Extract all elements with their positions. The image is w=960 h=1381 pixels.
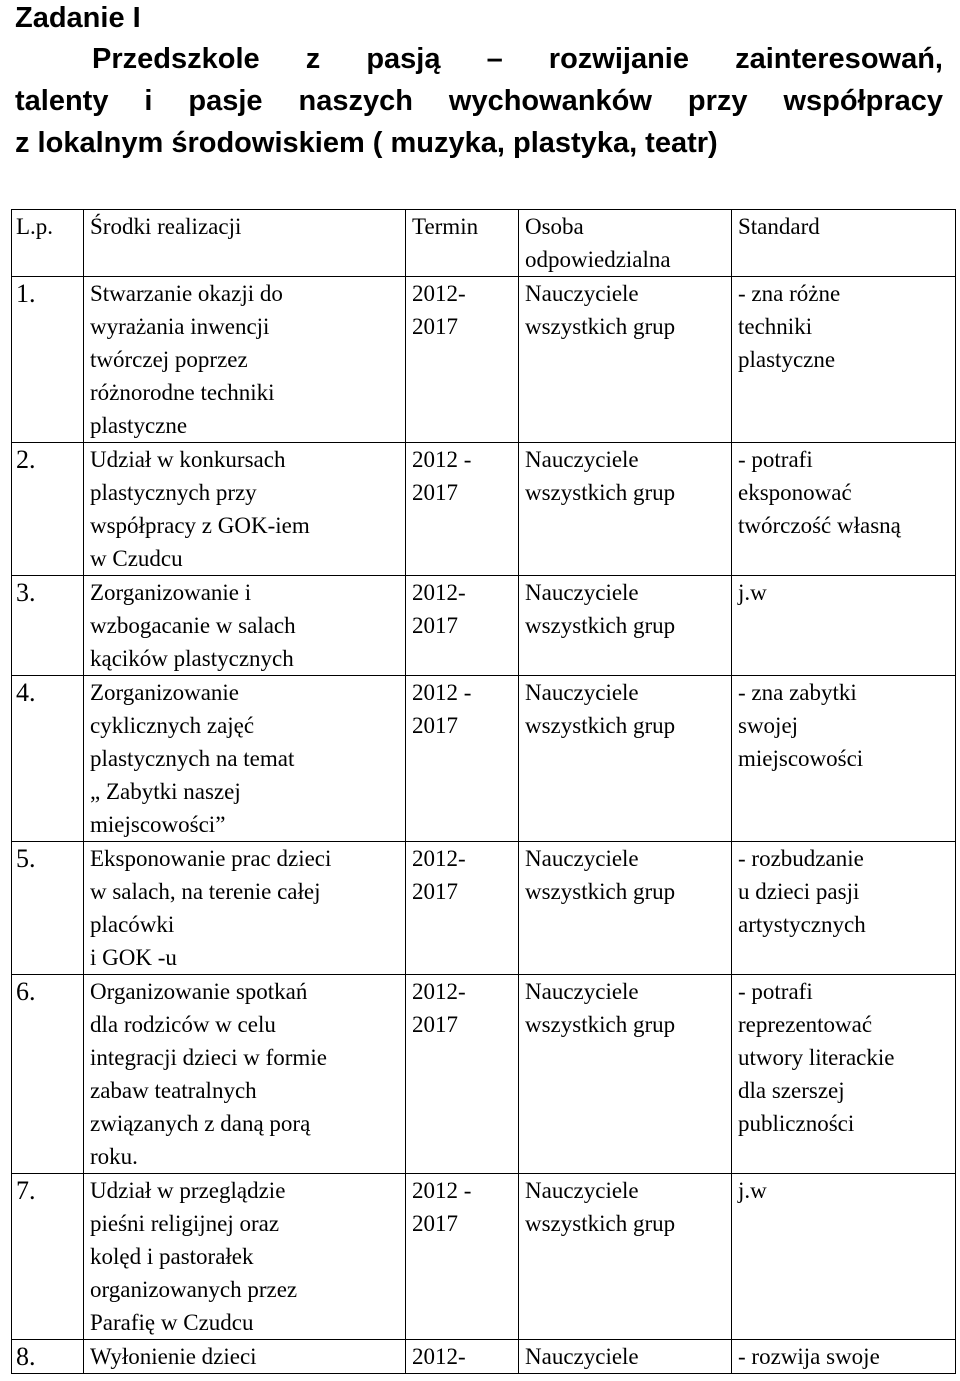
row-standard-line: u dzieci pasji (738, 879, 860, 904)
row-means-line: Wyłonienie dzieci (90, 1344, 257, 1369)
row-term-line: 2012 - (412, 680, 472, 705)
row-person (519, 277, 732, 443)
row-standard-line: j.w (738, 580, 767, 605)
row-means-line: w Czudcu (90, 546, 183, 571)
row-person-line: Nauczyciele (525, 1178, 639, 1203)
row-standard (732, 576, 956, 676)
task-title-line-3: z lokalnym środowiskiem ( muzyka, plastyka, teatr) (15, 127, 718, 159)
header-term: Termin (406, 210, 519, 277)
task-title-line-1: Przedszkole z pasją – rozwijanie zainteresowań, (92, 43, 943, 75)
row-person-line: wszystkich grup (525, 480, 676, 505)
row-term-line: 2017 (412, 314, 458, 339)
row-term-line: 2012- (412, 580, 466, 605)
header-standard: Standard (732, 210, 956, 277)
row-means-line: Stwarzanie okazji do (90, 281, 283, 306)
task-title (15, 38, 943, 164)
row-means-line: twórczej poprzez (90, 347, 248, 372)
table-row (12, 676, 956, 842)
row-number: 4. (12, 676, 84, 842)
row-means-line: Organizowanie spotkań (90, 979, 308, 1004)
row-person-line: Nauczyciele (525, 580, 639, 605)
row-means-line: wyrażania inwencji (90, 314, 270, 339)
row-number: 1. (12, 277, 84, 443)
row-term (406, 676, 519, 842)
row-standard-line: reprezentować (738, 1012, 873, 1037)
row-person (519, 576, 732, 676)
row-person-line: Nauczyciele (525, 447, 639, 472)
row-term-line: 2012- (412, 281, 466, 306)
row-means-line: współpracy z GOK-iem (90, 513, 310, 538)
row-person-line: wszystkich grup (525, 1211, 676, 1236)
row-means-line: i GOK -u (90, 945, 177, 970)
table-header-row (12, 210, 956, 277)
row-means-line: cyklicznych zajęć (90, 713, 255, 738)
row-means-line: kącików plastycznych (90, 646, 294, 671)
row-means-line: pieśni religijnej oraz (90, 1211, 280, 1236)
row-means-line: organizowanych przez (90, 1277, 298, 1302)
row-standard-line: artystycznych (738, 912, 866, 937)
row-term-line: 2017 (412, 1012, 458, 1037)
row-term-line: 2017 (412, 879, 458, 904)
row-standard (732, 676, 956, 842)
row-standard-line: j.w (738, 1178, 767, 1203)
row-number: 6. (12, 975, 84, 1174)
header-means: Środki realizacji (84, 210, 406, 277)
row-means-line: w salach, na terenie całej (90, 879, 321, 904)
row-person (519, 975, 732, 1174)
row-means-line: różnorodne techniki (90, 380, 275, 405)
row-person (519, 1340, 732, 1374)
row-standard-line: - zna różne (738, 281, 841, 306)
row-number: 7. (12, 1174, 84, 1340)
row-standard-line: eksponować (738, 480, 852, 505)
header-person-line: odpowiedzialna (525, 247, 671, 272)
row-number: 2. (12, 443, 84, 576)
row-means-line: plastyczne (90, 413, 188, 438)
table-row (12, 975, 956, 1174)
row-means (84, 1340, 406, 1374)
row-person-line: Nauczyciele (525, 846, 639, 871)
row-term (406, 1174, 519, 1340)
plan-table (11, 209, 956, 1374)
row-means-line: zabaw teatralnych (90, 1078, 257, 1103)
row-standard-line: techniki (738, 314, 813, 339)
row-standard-line: swojej (738, 713, 799, 738)
row-standard (732, 1174, 956, 1340)
row-standard-line: - potrafi (738, 979, 813, 1004)
row-term-line: 2012- (412, 1344, 466, 1369)
header-person (519, 210, 732, 277)
row-means (84, 842, 406, 975)
row-standard (732, 975, 956, 1174)
row-person-line: wszystkich grup (525, 713, 676, 738)
row-means-line: plastycznych przy (90, 480, 257, 505)
table-row (12, 1174, 956, 1340)
row-person (519, 676, 732, 842)
table-row (12, 576, 956, 676)
row-means (84, 676, 406, 842)
row-standard (732, 842, 956, 975)
row-means (84, 1174, 406, 1340)
row-term-line: 2012 - (412, 447, 472, 472)
row-means-line: dla rodziców w celu (90, 1012, 276, 1037)
row-number: 8. (12, 1340, 84, 1374)
row-means-line: „ Zabytki naszej (90, 779, 241, 804)
row-standard-line: utwory literackie (738, 1045, 895, 1070)
row-term-line: 2017 (412, 480, 458, 505)
row-standard-line: - rozwija swoje (738, 1344, 880, 1369)
row-term-line: 2017 (412, 613, 458, 638)
row-means (84, 443, 406, 576)
row-term (406, 576, 519, 676)
row-standard-line: - rozbudzanie (738, 846, 864, 871)
row-means (84, 576, 406, 676)
row-means-line: integracji dzieci w formie (90, 1045, 327, 1070)
row-term-line: 2012- (412, 979, 466, 1004)
row-standard-line: publiczności (738, 1111, 855, 1136)
row-standard-line: - potrafi (738, 447, 813, 472)
row-means-line: miejscowości” (90, 812, 226, 837)
row-means (84, 975, 406, 1174)
header-person-line: Osoba (525, 214, 584, 239)
row-term-line: 2012- (412, 846, 466, 871)
row-person-line: Nauczyciele (525, 281, 639, 306)
row-standard-line: - zna zabytki (738, 680, 857, 705)
row-number: 3. (12, 576, 84, 676)
row-term-line: 2017 (412, 713, 458, 738)
row-person (519, 1174, 732, 1340)
row-means-line: Zorganizowanie (90, 680, 240, 705)
table-row (12, 277, 956, 443)
row-person-line: Nauczyciele (525, 680, 639, 705)
table-row (12, 443, 956, 576)
row-standard-line: plastyczne (738, 347, 836, 372)
row-means-line: Zorganizowanie i (90, 580, 252, 605)
row-standard-line: dla szerszej (738, 1078, 845, 1103)
row-means-line: wzbogacanie w salach (90, 613, 296, 638)
table-row (12, 1340, 956, 1374)
row-standard (732, 443, 956, 576)
row-person (519, 842, 732, 975)
row-term (406, 443, 519, 576)
row-term (406, 1340, 519, 1374)
task-heading: Zadanie I (15, 2, 141, 34)
row-person-line: wszystkich grup (525, 1012, 676, 1037)
row-means-line: związanych z daną porą (90, 1111, 311, 1136)
row-means-line: roku. (90, 1144, 138, 1169)
row-standard (732, 1340, 956, 1374)
row-person-line: Nauczyciele (525, 979, 639, 1004)
row-standard (732, 277, 956, 443)
row-term-line: 2012 - (412, 1178, 472, 1203)
row-means-line: plastycznych na temat (90, 746, 295, 771)
row-means-line: Eksponowanie prac dzieci (90, 846, 332, 871)
header-lp: L.p. (12, 210, 84, 277)
table-row (12, 842, 956, 975)
row-person-line: wszystkich grup (525, 314, 676, 339)
row-person-line: wszystkich grup (525, 879, 676, 904)
row-term (406, 842, 519, 975)
row-means-line: placówki (90, 912, 175, 937)
row-person (519, 443, 732, 576)
row-means-line: Udział w konkursach (90, 447, 286, 472)
row-means-line: kolęd i pastorałek (90, 1244, 254, 1269)
row-term (406, 975, 519, 1174)
row-person-line: wszystkich grup (525, 613, 676, 638)
row-means-line: Udział w przeglądzie (90, 1178, 286, 1203)
row-means (84, 277, 406, 443)
task-title-line-2: talenty i pasje naszych wychowanków przy współpracy (15, 85, 943, 117)
row-standard-line: twórczość własną (738, 513, 901, 538)
row-number: 5. (12, 842, 84, 975)
row-person-line: Nauczyciele (525, 1344, 639, 1369)
row-term (406, 277, 519, 443)
row-means-line: Parafię w Czudcu (90, 1310, 254, 1335)
row-term-line: 2017 (412, 1211, 458, 1236)
row-standard-line: miejscowości (738, 746, 864, 771)
